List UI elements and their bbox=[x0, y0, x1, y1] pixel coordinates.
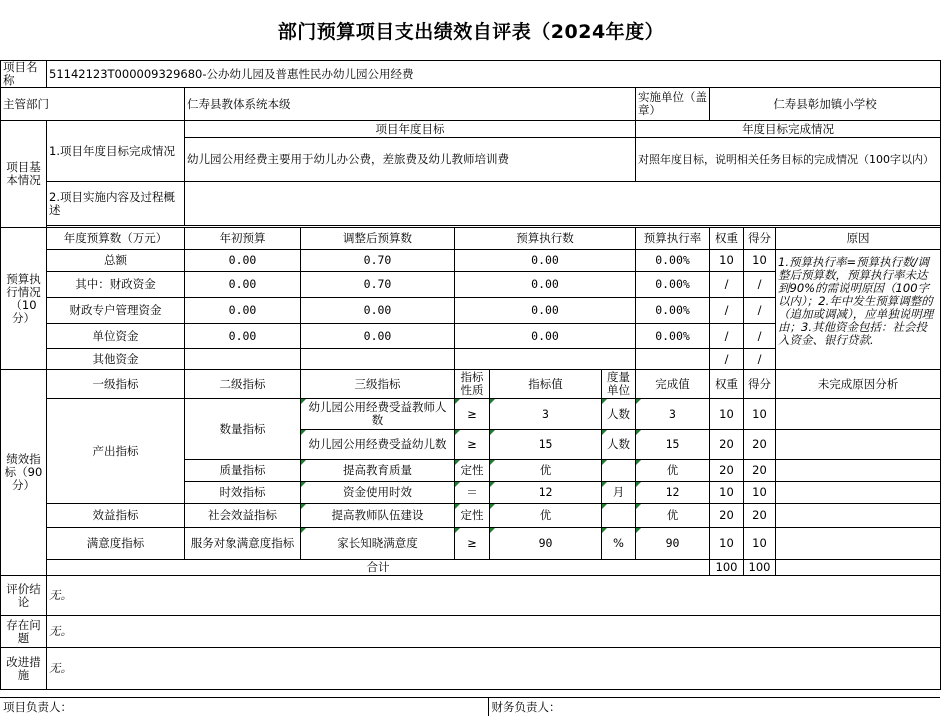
budget-weight-header: 权重 bbox=[710, 228, 744, 250]
indicator-unit bbox=[602, 504, 636, 528]
budget-weight: / bbox=[710, 349, 744, 370]
department-row bbox=[1, 88, 941, 121]
budget-executed bbox=[455, 349, 636, 370]
quality-indicator-group: 质量指标 bbox=[185, 460, 301, 482]
indicator-weight-header: 权重 bbox=[710, 370, 744, 399]
target-completion-header: 年度目标完成情况 bbox=[636, 121, 941, 138]
implementation-content-label: 2.项目实施内容及过程概述 bbox=[47, 182, 185, 226]
indicator-analysis bbox=[776, 399, 941, 430]
problems-row bbox=[1, 616, 941, 648]
basic-content-row bbox=[1, 182, 941, 226]
budget-rate: 0.00% bbox=[636, 250, 710, 272]
budget-executed: 0.00 bbox=[455, 272, 636, 298]
indicator-weight: 10 bbox=[710, 482, 744, 504]
total-weight: 100 bbox=[710, 560, 744, 576]
indicator-nature: 定性 bbox=[455, 504, 490, 528]
level3-header: 三级指标 bbox=[301, 370, 455, 399]
indicator-weight: 20 bbox=[710, 504, 744, 528]
budget-execution-label: 预算执行情况（10分） bbox=[1, 228, 47, 370]
initial-budget-header: 年初预算 bbox=[185, 228, 301, 250]
total-label: 合计 bbox=[47, 560, 710, 576]
budget-initial: 0.00 bbox=[185, 324, 301, 349]
budget-row-label: 总额 bbox=[47, 250, 185, 272]
conclusion-label: 评价结论 bbox=[1, 576, 47, 616]
budget-row-label: 财政专户管理资金 bbox=[47, 298, 185, 324]
budget-adjusted bbox=[301, 349, 455, 370]
indicator-score: 10 bbox=[744, 528, 776, 560]
project-name-row bbox=[1, 61, 941, 88]
indicator-unit: % bbox=[602, 528, 636, 560]
target-completion-label: 1.项目年度目标完成情况 bbox=[47, 121, 185, 182]
indicator-nature: ≥ bbox=[455, 399, 490, 430]
budget-executed: 0.00 bbox=[455, 250, 636, 272]
quantity-indicator-group: 数量指标 bbox=[185, 399, 301, 460]
implementing-unit-label: 实施单位（盖章） bbox=[636, 88, 710, 121]
indicator-completed: 90 bbox=[636, 528, 710, 560]
annual-target-header: 项目年度目标 bbox=[185, 121, 636, 138]
budget-weight: / bbox=[710, 272, 744, 298]
budget-score: / bbox=[744, 272, 776, 298]
level2-header: 二级指标 bbox=[185, 370, 301, 399]
budget-initial: 0.00 bbox=[185, 298, 301, 324]
analysis-header: 未完成原因分析 bbox=[776, 370, 941, 399]
department-label: 主管部门 bbox=[1, 88, 185, 121]
total-score: 100 bbox=[744, 560, 776, 576]
budget-rate bbox=[636, 349, 710, 370]
indicator-value: 3 bbox=[490, 399, 602, 430]
reason-header: 原因 bbox=[776, 228, 941, 250]
indicator-score: 20 bbox=[744, 504, 776, 528]
adjusted-budget-header: 调整后预算数 bbox=[301, 228, 455, 250]
total-analysis bbox=[776, 560, 941, 576]
budget-score: / bbox=[744, 349, 776, 370]
annual-budget-header: 年度预算数（万元） bbox=[47, 228, 185, 250]
indicator-score: 10 bbox=[744, 399, 776, 430]
budget-weight: 10 bbox=[710, 250, 744, 272]
budget-header-row bbox=[1, 228, 941, 250]
service-satisfaction-group: 服务对象满意度指标 bbox=[185, 528, 301, 560]
indicator-analysis bbox=[776, 460, 941, 482]
budget-executed: 0.00 bbox=[455, 298, 636, 324]
budget-adjusted: 0.70 bbox=[301, 250, 455, 272]
completed-value-header: 完成值 bbox=[636, 370, 710, 399]
budget-score: 10 bbox=[744, 250, 776, 272]
budget-adjusted: 0.00 bbox=[301, 298, 455, 324]
budget-rate: 0.00% bbox=[636, 324, 710, 349]
budget-row-label: 其中：财政资金 bbox=[47, 272, 185, 298]
performance-label: 绩效指标（90分） bbox=[1, 370, 47, 576]
indicator-level3: 幼儿园公用经费受益幼儿数 bbox=[301, 430, 455, 460]
budget-rate: 0.00% bbox=[636, 298, 710, 324]
project-name-value: 51142123T000009329680-公办幼儿园及普惠性民办幼儿园公用经费 bbox=[47, 61, 941, 88]
indicator-nature: ＝ bbox=[455, 482, 490, 504]
project-name-label: 项目名称 bbox=[1, 61, 47, 88]
indicator-row bbox=[1, 504, 941, 528]
indicator-nature: ≥ bbox=[455, 528, 490, 560]
indicator-weight: 20 bbox=[710, 430, 744, 460]
indicator-level3: 提高教师队伍建设 bbox=[301, 504, 455, 528]
indicator-completed: 15 bbox=[636, 430, 710, 460]
indicator-value: 优 bbox=[490, 460, 602, 482]
annual-target-value: 幼儿园公用经费主要用于幼儿办公费，差旅费及幼儿教师培训费 bbox=[185, 138, 636, 182]
indicator-level3: 提高教育质量 bbox=[301, 460, 455, 482]
problems-label: 存在问题 bbox=[1, 616, 47, 648]
budget-adjusted: 0.00 bbox=[301, 324, 455, 349]
budget-row-label: 单位资金 bbox=[47, 324, 185, 349]
indicator-completed: 优 bbox=[636, 460, 710, 482]
department-value: 仁寿县教体系统本级 bbox=[185, 88, 636, 121]
measures-label: 改进措施 bbox=[1, 648, 47, 690]
conclusion-value: 无。 bbox=[47, 576, 941, 616]
indicator-score: 20 bbox=[744, 460, 776, 482]
indicator-value-header: 指标值 bbox=[490, 370, 602, 399]
indicator-level3: 家长知晓满意度 bbox=[301, 528, 455, 560]
output-indicator-group: 产出指标 bbox=[47, 399, 185, 504]
indicator-score: 10 bbox=[744, 482, 776, 504]
indicator-analysis bbox=[776, 482, 941, 504]
indicator-completed: 12 bbox=[636, 482, 710, 504]
indicator-score: 20 bbox=[744, 430, 776, 460]
signature-footer bbox=[0, 697, 940, 716]
budget-initial: 0.00 bbox=[185, 272, 301, 298]
measures-row bbox=[1, 648, 941, 690]
budget-score: / bbox=[744, 298, 776, 324]
indicator-weight: 10 bbox=[710, 528, 744, 560]
satisfaction-indicator-group: 满意度指标 bbox=[47, 528, 185, 560]
budget-reason-note: 1.预算执行率=预算执行数/调整后预算数，预算执行率未达到90%的需说明原因（100字以内）；2.年中发生预算调整的（追加或调减），应单独说明理由；3.其他资金包括：社会投入资金、银行贷款. bbox=[776, 250, 941, 370]
budget-score-header: 得分 bbox=[744, 228, 776, 250]
indicator-header-row bbox=[1, 370, 941, 399]
indicator-level3: 幼儿园公用经费受益教师人数 bbox=[301, 399, 455, 430]
indicator-unit: 月 bbox=[602, 482, 636, 504]
level1-header: 一级指标 bbox=[47, 370, 185, 399]
indicator-value: 优 bbox=[490, 504, 602, 528]
indicator-weight: 10 bbox=[710, 399, 744, 430]
budget-rate: 0.00% bbox=[636, 272, 710, 298]
measures-value: 无。 bbox=[47, 648, 941, 690]
social-benefit-group: 社会效益指标 bbox=[185, 504, 301, 528]
budget-weight: / bbox=[710, 298, 744, 324]
budget-row bbox=[1, 250, 941, 272]
indicator-unit: 人数 bbox=[602, 399, 636, 430]
basic-info-label: 项目基本情况 bbox=[1, 121, 47, 228]
indicator-value: 12 bbox=[490, 482, 602, 504]
indicator-row bbox=[1, 399, 941, 430]
indicator-level3: 资金使用时效 bbox=[301, 482, 455, 504]
indicator-score-header: 得分 bbox=[744, 370, 776, 399]
budget-weight: / bbox=[710, 324, 744, 349]
project-lead-label: 项目负责人： bbox=[0, 698, 488, 716]
indicator-analysis bbox=[776, 504, 941, 528]
finance-lead-label: 财务负责人： bbox=[488, 698, 940, 716]
nature-header: 指标性质 bbox=[455, 370, 490, 399]
indicator-value: 15 bbox=[490, 430, 602, 460]
indicator-completed: 3 bbox=[636, 399, 710, 430]
budget-initial bbox=[185, 349, 301, 370]
budget-adjusted: 0.70 bbox=[301, 272, 455, 298]
indicator-row bbox=[1, 528, 941, 560]
indicator-unit bbox=[602, 460, 636, 482]
target-completion-value: 对照年度目标，说明相关任务目标的完成情况（100字以内） bbox=[636, 138, 941, 182]
timeliness-indicator-group: 时效指标 bbox=[185, 482, 301, 504]
evaluation-table bbox=[0, 60, 941, 690]
benefit-indicator-group: 效益指标 bbox=[47, 504, 185, 528]
basic-header-row bbox=[1, 121, 941, 138]
conclusion-row bbox=[1, 576, 941, 616]
indicator-weight: 20 bbox=[710, 460, 744, 482]
total-row bbox=[1, 560, 941, 576]
budget-score: / bbox=[744, 324, 776, 349]
indicator-nature: 定性 bbox=[455, 460, 490, 482]
budget-initial: 0.00 bbox=[185, 250, 301, 272]
indicator-analysis bbox=[776, 430, 941, 460]
indicator-nature: ≥ bbox=[455, 430, 490, 460]
implementation-content-value bbox=[185, 182, 941, 226]
page-title: 部门预算项目支出绩效自评表（2024年度） bbox=[277, 20, 665, 43]
budget-row-label: 其他资金 bbox=[47, 349, 185, 370]
unit-header: 度量单位 bbox=[602, 370, 636, 399]
budget-executed: 0.00 bbox=[455, 324, 636, 349]
indicator-unit: 人数 bbox=[602, 430, 636, 460]
implementing-unit-value: 仁寿县彰加镇小学校 bbox=[710, 88, 941, 121]
execution-rate-header: 预算执行率 bbox=[636, 228, 710, 250]
indicator-analysis bbox=[776, 528, 941, 560]
indicator-completed: 优 bbox=[636, 504, 710, 528]
executed-budget-header: 预算执行数 bbox=[455, 228, 636, 250]
problems-value: 无。 bbox=[47, 616, 941, 648]
indicator-value: 90 bbox=[490, 528, 602, 560]
